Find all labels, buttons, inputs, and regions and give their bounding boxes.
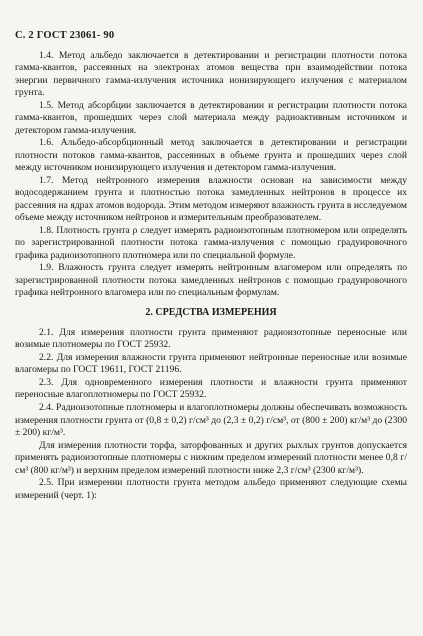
paragraph-2-2: 2.2. Для измерения влажности грунта применяют нейтронные переносные или возимые влагомеры по ГОСТ 19611, ГОСТ 21196.: [15, 351, 407, 376]
paragraph-1-6: 1.6. Альбедо-абсорбционный метод заключается в детектировании и регистрации плотности потоков гамма-квантов, рассеянных в объеме грунта и прошедших через слой между источником ионизирующего излучения и детектором гамма-излучения.: [15, 137, 407, 174]
paragraph-2-1: 2.1. Для измерения плотности грунта применяют радиоизотопные переносные или возимые плотномеры по ГОСТ 25932.: [15, 326, 407, 351]
paragraph-1-7: 1.7. Метод нейтронного измерения влажности основан на зависимости между водосодержанием грунта и плотностью потока замедленных нейтронов в процессе их рассеяния на ядрах атомов водорода. Этим методом измеряют влажность грунта в исследуемом объеме между источником нейтронов и измерительным преобразователем.: [15, 174, 407, 223]
paragraph-1-9: 1.9. Влажность грунта следует измерять нейтронным влагомером или определять по зарегистрированной плотности потока замедленных нейтронов с помощью градуировочного графика нейтронного влагомера или по специальным формулам.: [15, 262, 407, 299]
paragraph-2-4-note: Для измерения плотности торфа, заторфованных и других рыхлых грунтов допускается применять радиоизотопные плотномеры с нижним пределом измерений плотности менее 0,8 г/см³ (800 кг/м³) и верхним пределом измерений плотности ниже 2,3 г/см³ (2300 кг/м³).: [15, 439, 407, 476]
paragraph-1-4: 1.4. Метод альбедо заключается в детектировании и регистрации плотности потока гамма-квантов, рассеянных на электронах атомов вещества при взаимодействии потока энергии первичного гамма-излучения источника ионизирующего излучения с материалом грунта.: [15, 50, 407, 99]
document-body: [15, 50, 407, 502]
paragraph-2-3: 2.3. Для одновременного измерения плотности и влажности грунта применяют переносные влагоплотномеры по ГОСТ 25932.: [15, 377, 407, 401]
page-header: С. 2 ГОСТ 23061- 90: [15, 30, 115, 41]
paragraph-1-8: 1.8. Плотность грунта ρ следует измерять радиоизотопным плотномером или определять по зарегистрированной плотности потока гамма-излучения с помощью градуировочного графика радиоизотопного плотномера или по специальной формуле.: [15, 224, 407, 261]
paragraph-1-5: 1.5. Метод абсорбции заключается в детектировании и регистрации плотности потока гамма-квантов, прошедших через слой материала между радиоактивным источником и детектором гамма-излучения.: [15, 99, 407, 136]
paragraph-2-5: 2.5. При измерении плотности грунта методом альбедо применяют следующие схемы измерений (черт. 1):: [15, 477, 407, 501]
paragraph-2-4: 2.4. Радиоизотопные плотномеры и влагоплотномеры должны обеспечивать возможность измерения плотности грунта от (0,8 ± 0,2) г/см³ до (2,3 ± 0,2) г/см³, от (800 ± 200) кг/м³ до (2300 ± 200) кг/м³.: [15, 402, 407, 438]
section-title: 2. СРЕДСТВА ИЗМЕРЕНИЯ: [145, 307, 277, 319]
